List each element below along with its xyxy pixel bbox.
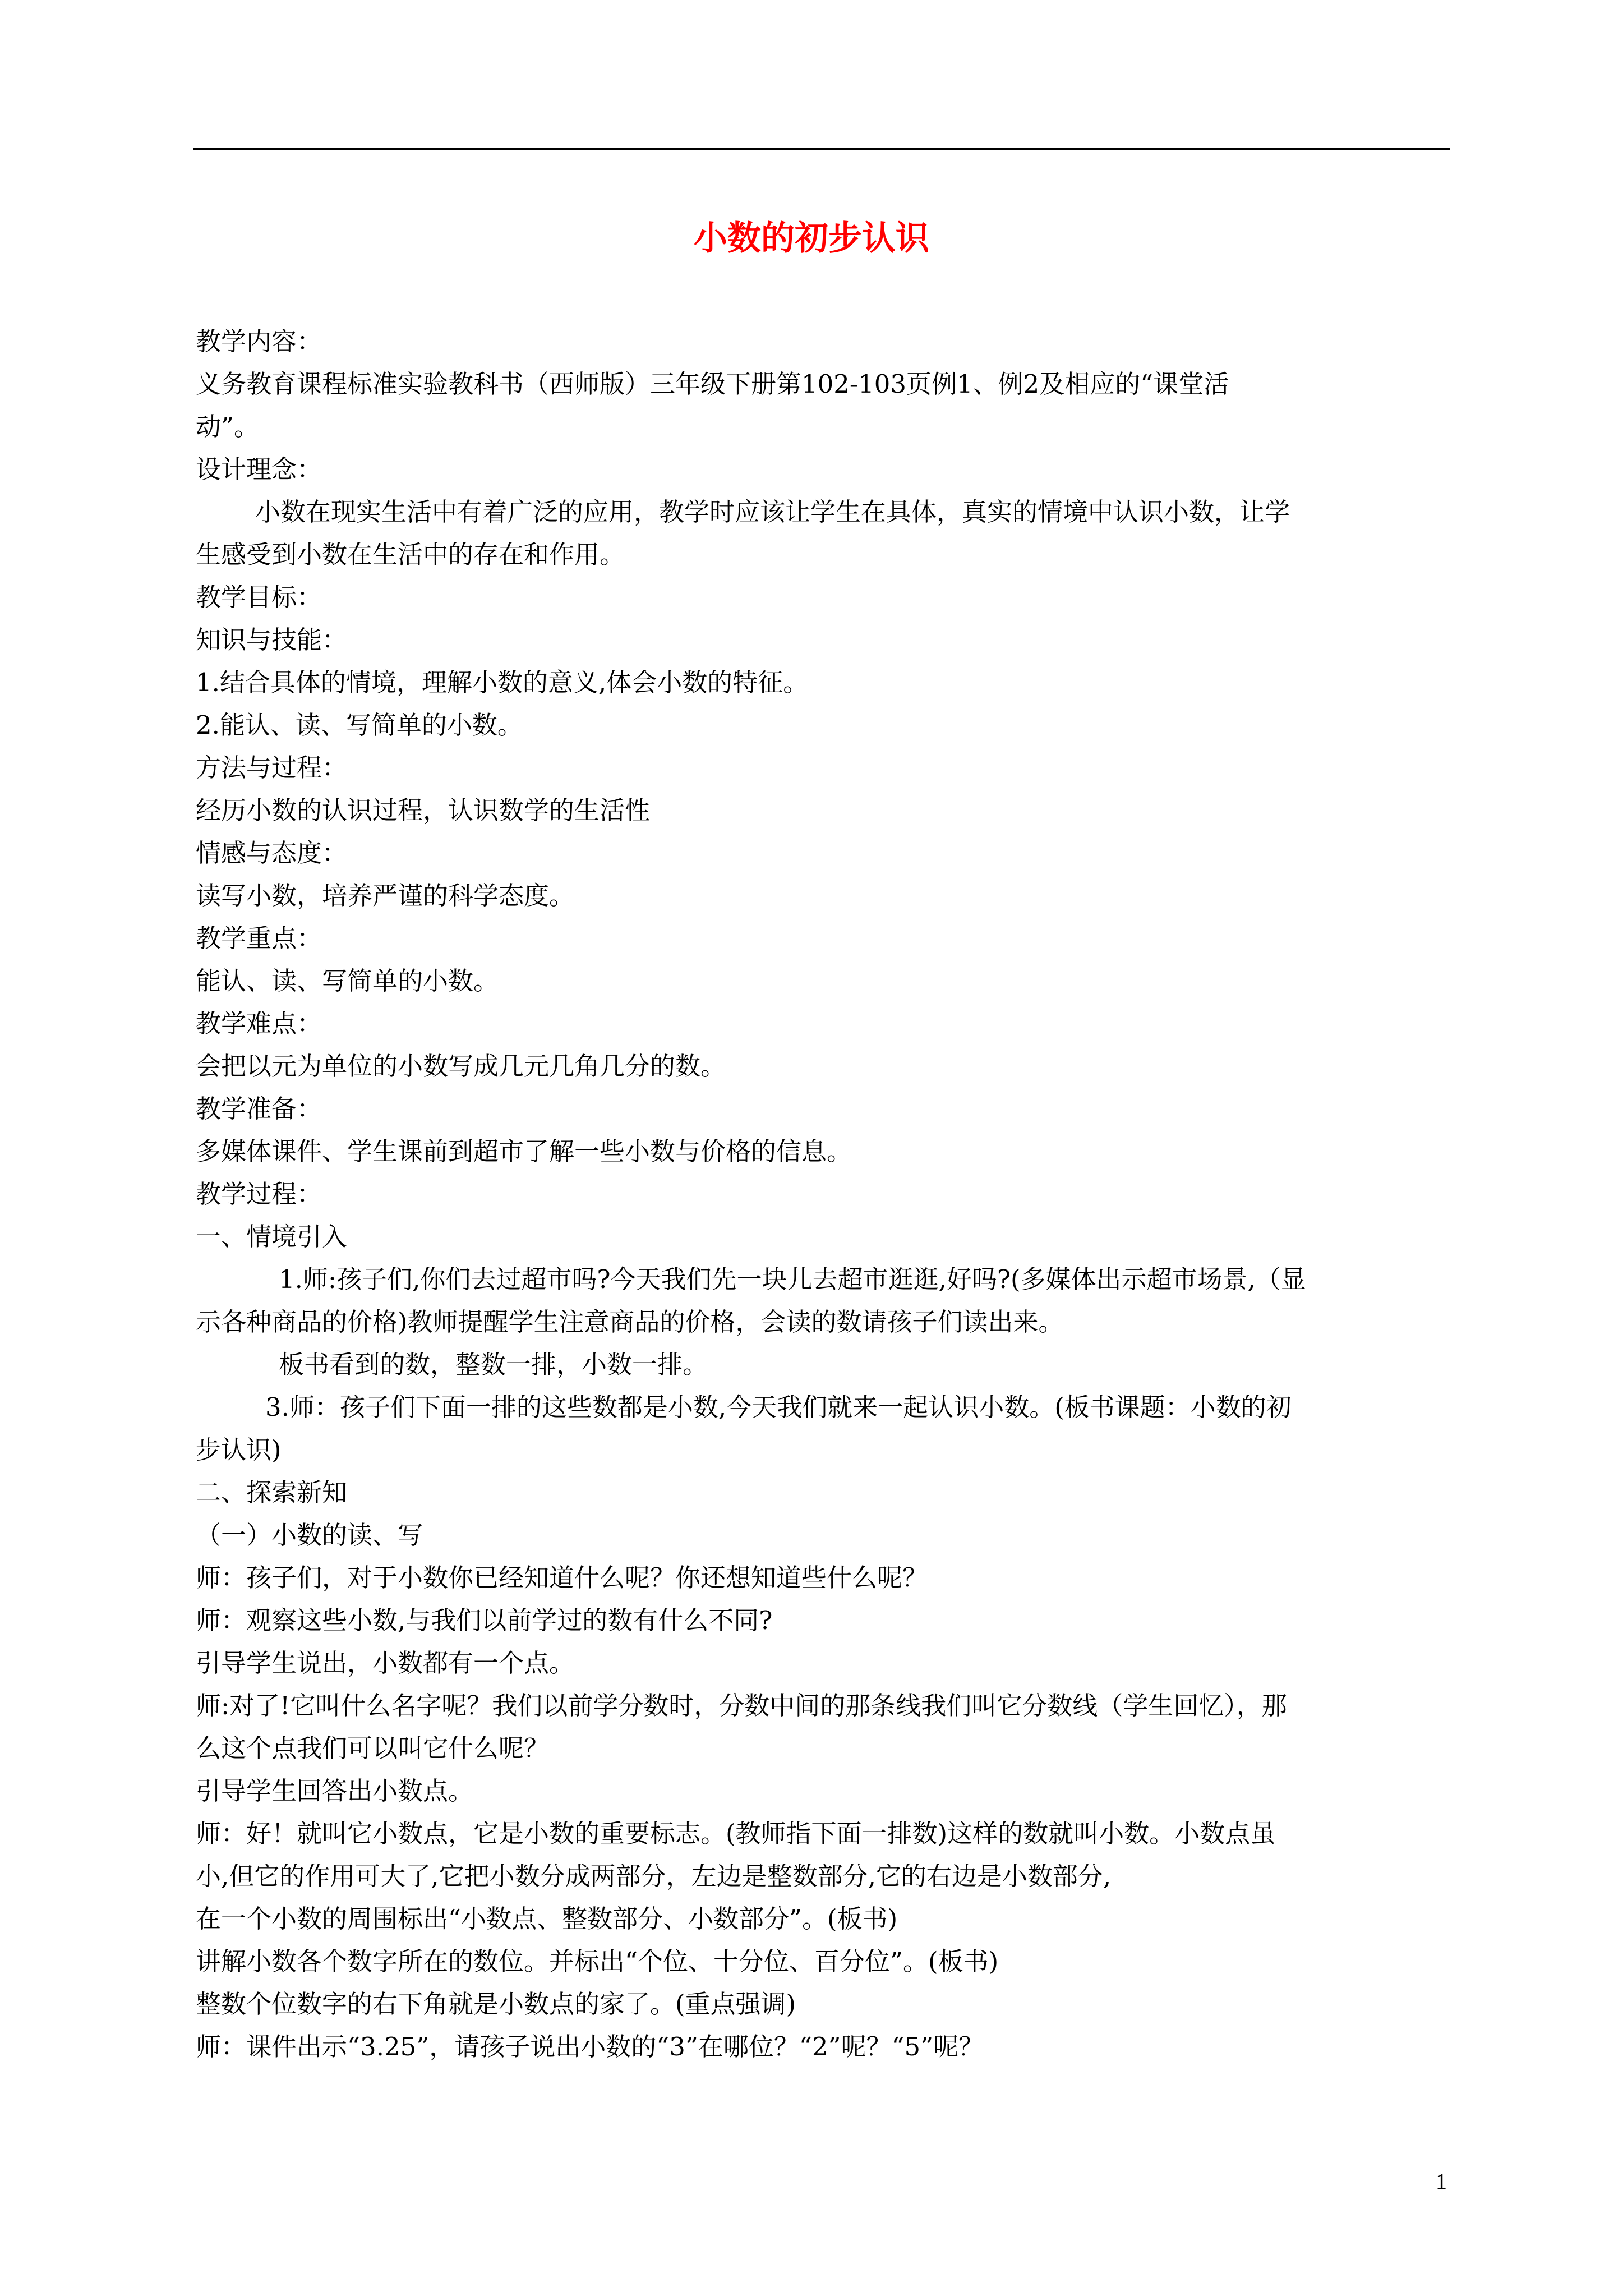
page-number: 1 <box>1436 2169 1447 2194</box>
body-line: 师：观察这些小数,与我们以前学过的数有什么不同? <box>196 1605 773 1635</box>
body-line: 读写小数，培养严谨的科学态度。 <box>196 881 575 910</box>
body-line: 二、探索新知 <box>196 1478 348 1507</box>
body-line: 步认识) <box>196 1435 282 1465</box>
body-line: 小数在现实生活中有着广泛的应用，教学时应该让学生在具体，真实的情境中认识小数，让学 <box>255 497 1290 527</box>
body-line: 能认、读、写简单的小数。 <box>196 966 499 996</box>
document-body <box>196 320 1458 2068</box>
body-line: 一、情境引入 <box>196 1222 348 1251</box>
body-line: 板书看到的数，整数一排，小数一排。 <box>279 1350 708 1379</box>
body-line: 师：课件出示“3.25”，请孩子说出小数的“3”在哪位？“2”呢？“5”呢？ <box>196 2032 984 2062</box>
body-line: 方法与过程： <box>196 753 348 783</box>
body-line: 1.师:孩子们,你们去过超市吗?今天我们先一块儿去超市逛逛,好吗?(多媒体出示超市场景,（显 <box>279 1264 1306 1294</box>
body-line: 会把以元为单位的小数写成几元几角几分的数。 <box>196 1051 726 1081</box>
body-line: 整数个位数字的右下角就是小数点的家了。(重点强调) <box>196 1989 796 2019</box>
body-line: 师：好！就叫它小数点，它是小数的重要标志。(教师指下面一排数)这样的数就叫小数。小数点虽 <box>196 1819 1276 1848</box>
body-line: 动”。 <box>196 412 260 441</box>
body-line: 教学难点： <box>196 1009 322 1038</box>
body-line: 教学目标： <box>196 582 322 612</box>
body-line: 设计理念： <box>196 454 322 484</box>
body-line: 小,但它的作用可大了,它把小数分成两部分，左边是整数部分,它的右边是小数部分, <box>196 1861 1112 1891</box>
body-line: 义务教育课程标准实验教科书（西师版）三年级下册第102-103页例1、例2及相应的“课堂活 <box>196 369 1229 399</box>
body-line: 教学内容： <box>196 326 322 356</box>
body-line: 师:对了!它叫什么名字呢？我们以前学分数时，分数中间的那条线我们叫它分数线（学生回忆），那 <box>196 1691 1287 1720</box>
header-rule <box>193 148 1450 150</box>
body-line: 情感与态度： <box>196 838 348 868</box>
body-line: （一）小数的读、写 <box>196 1520 423 1550</box>
body-line: 经历小数的认识过程，认识数学的生活性 <box>196 795 651 825</box>
body-line: 教学准备： <box>196 1094 322 1124</box>
body-line: 讲解小数各个数字所在的数位。并标出“个位、十分位、百分位”。(板书) <box>196 1947 999 1976</box>
body-line: 么这个点我们可以叫它什么呢？ <box>196 1733 550 1763</box>
body-line: 教学过程： <box>196 1179 322 1209</box>
body-line: 3.师：孩子们下面一排的这些数都是小数,今天我们就来一起认识小数。(板书课题：小数的初 <box>265 1392 1292 1422</box>
body-line: 多媒体课件、学生课前到超市了解一些小数与价格的信息。 <box>196 1137 852 1166</box>
document-title: 小数的初步认识 <box>694 219 929 258</box>
body-line: 师：孩子们，对于小数你已经知道什么呢？你还想知道些什么呢？ <box>196 1563 928 1593</box>
body-line: 知识与技能： <box>196 625 348 655</box>
body-line: 在一个小数的周围标出“小数点、整数部分、小数部分”。(板书) <box>196 1904 898 1934</box>
body-line: 2.能认、读、写简单的小数。 <box>196 710 523 740</box>
body-line: 教学重点： <box>196 923 322 953</box>
body-line: 引导学生回答出小数点。 <box>196 1776 474 1806</box>
body-line: 生感受到小数在生活中的存在和作用。 <box>196 540 625 569</box>
body-line: 引导学生说出，小数都有一个点。 <box>196 1648 575 1678</box>
body-line: 1.结合具体的情境，理解小数的意义,体会小数的特征。 <box>196 668 809 697</box>
body-line: 示各种商品的价格)教师提醒学生注意商品的价格，会读的数请孩子们读出来。 <box>196 1307 1064 1337</box>
